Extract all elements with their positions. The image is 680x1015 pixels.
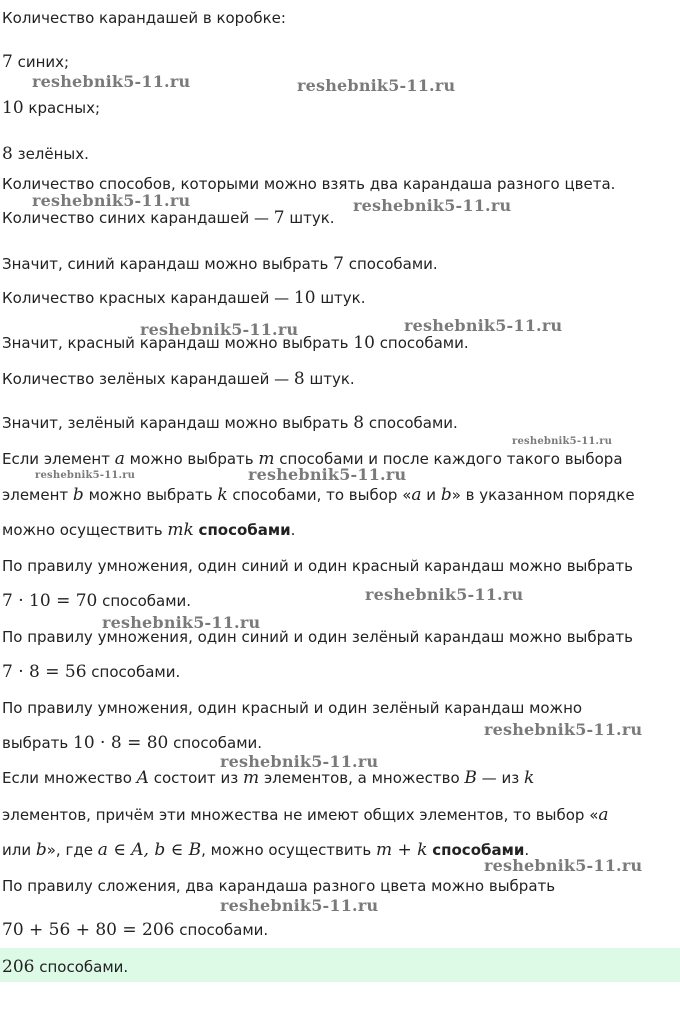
green-label: зелёных. [12, 145, 89, 163]
watermark: reshebnik5-11.ru [404, 316, 563, 335]
math-mk: mk [167, 520, 194, 540]
prod1-text: По правилу умножения, один синий и один красный карандаш можно выбрать [2, 557, 633, 575]
watermark: reshebnik5-11.ru [220, 752, 379, 771]
math-set-membership: a ∈ A, b ∈ B [97, 840, 202, 860]
math-m: m [243, 768, 260, 788]
green-ways-post: способами. [364, 414, 458, 432]
green-ways-num: 8 [353, 413, 365, 433]
watermark: reshebnik5-11.ru [365, 585, 524, 604]
mult-rule-text: . [290, 521, 296, 539]
answer-text: способами. [34, 958, 129, 976]
watermark: reshebnik5-11.ru [484, 720, 643, 739]
watermark: reshebnik5-11.ru [353, 196, 512, 215]
blue-label: синих; [12, 53, 70, 71]
prod3-result [2, 733, 262, 753]
blue-ways-line [2, 254, 438, 274]
mult-rule-text: можно выбрать [83, 486, 218, 504]
intro-text: Количество карандашей в коробке: [2, 9, 286, 27]
red-count-num: 10 [293, 288, 316, 308]
mult-rule-text: элемент [2, 486, 73, 504]
sum-rule-bold: способами [432, 841, 525, 859]
mult-rule-text: способами и после каждого такого выбора [274, 450, 623, 468]
mult-rule-text: способами, то выбор « [227, 486, 412, 504]
question-text: Количество способов, которыми можно взять два карандаша разного цвета. [2, 175, 616, 193]
prod3-pre: выбрать [2, 734, 73, 752]
math-a: a [114, 449, 125, 469]
blue-ways-pre: Значит, синий карандаш можно выбрать [2, 255, 334, 273]
watermark: reshebnik5-11.ru [512, 436, 613, 447]
sum-rule-text: Если множество [2, 769, 137, 787]
mult-rule-line-3 [2, 520, 295, 540]
watermark: reshebnik5-11.ru [32, 72, 191, 91]
prod2-result [2, 662, 180, 682]
watermark: reshebnik5-11.ru [220, 896, 379, 915]
mult-rule-text: можно осуществить [2, 521, 168, 539]
green-count-item [2, 144, 89, 164]
answer-num: 206 [2, 957, 35, 977]
green-count-post: штук. [304, 370, 355, 388]
sum-rule-text: , можно осуществить [201, 841, 376, 859]
green-ways-line [2, 413, 458, 433]
math-m: m [258, 449, 275, 469]
blue-count-pre: Количество синих карандашей — [2, 209, 274, 227]
answer-line [2, 957, 128, 977]
green-num: 8 [2, 144, 13, 164]
blue-count-line [2, 208, 335, 228]
sum-rule-text: состоит из [148, 769, 244, 787]
math-A: A [136, 768, 149, 788]
prod1-result [2, 591, 191, 611]
blue-num: 7 [2, 52, 13, 72]
math-k: k [217, 485, 228, 505]
red-label: красных; [23, 99, 101, 117]
sum-rule-line-1 [2, 768, 534, 788]
red-num: 10 [2, 98, 24, 118]
prod1-post: способами. [97, 592, 192, 610]
blue-count-num: 7 [273, 208, 285, 228]
red-count-line [2, 288, 366, 308]
red-ways-num: 10 [353, 333, 375, 353]
math-b: b [35, 840, 47, 860]
prod2-text: По правилу умножения, один синий и один зелёный карандаш можно выбрать [2, 628, 633, 646]
green-count-line [2, 369, 355, 389]
red-ways-pre: Значит, красный карандаш можно выбрать [2, 334, 354, 352]
mult-rule-text: и [421, 486, 441, 504]
blue-count-item [2, 52, 69, 72]
sum-rule-text: элементов, а множество [259, 769, 465, 787]
math-a: a [598, 805, 609, 825]
watermark: reshebnik5-11.ru [35, 470, 136, 481]
green-count-num: 8 [293, 369, 305, 389]
red-ways-post: способами. [374, 334, 469, 352]
green-count-pre: Количество зелёных карандашей — [2, 370, 294, 388]
prod3-text: По правилу умножения, один красный и один зелёный карандаш можно [2, 699, 583, 717]
prod1-expr: 7 · 10 = 70 [2, 591, 98, 611]
math-b: b [440, 485, 452, 505]
blue-count-post: штук. [284, 209, 335, 227]
watermark: reshebnik5-11.ru [32, 191, 191, 210]
prod3-expr: 10 · 8 = 80 [73, 733, 169, 753]
sum-result-expr-line [2, 920, 268, 940]
math-m-plus-k: m + k [375, 840, 428, 860]
sum-result-text: По правилу сложения, два карандаша разного цвета можно выбрать [2, 877, 556, 895]
sum-rule-text: или [2, 841, 36, 859]
sum-result-expr: 70 + 56 + 80 = 206 [2, 920, 175, 940]
prod3-post: способами. [168, 734, 263, 752]
watermark: reshebnik5-11.ru [140, 320, 299, 339]
blue-ways-num: 7 [333, 254, 344, 274]
sum-rule-line-3 [2, 840, 529, 860]
sum-rule-text: », где [46, 841, 98, 859]
mult-rule-text: можно выбрать [124, 450, 259, 468]
blue-ways-post: способами. [343, 255, 438, 273]
math-k: k [523, 768, 535, 788]
mult-rule-text: Если элемент [2, 450, 115, 468]
red-count-pre: Количество красных карандашей — [2, 289, 294, 307]
watermark: reshebnik5-11.ru [484, 856, 643, 875]
sum-rule-line-2 [2, 805, 609, 825]
green-ways-pre: Значит, зелёный карандаш можно выбрать [2, 414, 354, 432]
mult-rule-text: » в указанном порядке [451, 486, 635, 504]
prod2-post: способами. [86, 663, 181, 681]
watermark: reshebnik5-11.ru [248, 465, 407, 484]
mult-rule-bold: способами [198, 521, 291, 539]
math-B: B [464, 768, 477, 788]
red-count-item [2, 98, 100, 118]
prod2-expr: 7 · 8 = 56 [2, 662, 87, 682]
sum-rule-text: . [524, 841, 530, 859]
watermark: reshebnik5-11.ru [297, 76, 456, 95]
sum-rule-text: — из [476, 769, 524, 787]
mult-rule-line-2 [2, 485, 635, 505]
sum-rule-text: элементов, причём эти множества не имеют общих элементов, то выбор « [2, 806, 599, 824]
watermark: reshebnik5-11.ru [102, 613, 261, 632]
red-count-post: штук. [315, 289, 366, 307]
math-b: b [72, 485, 84, 505]
math-a: a [411, 485, 422, 505]
sum-result-post: способами. [174, 921, 269, 939]
